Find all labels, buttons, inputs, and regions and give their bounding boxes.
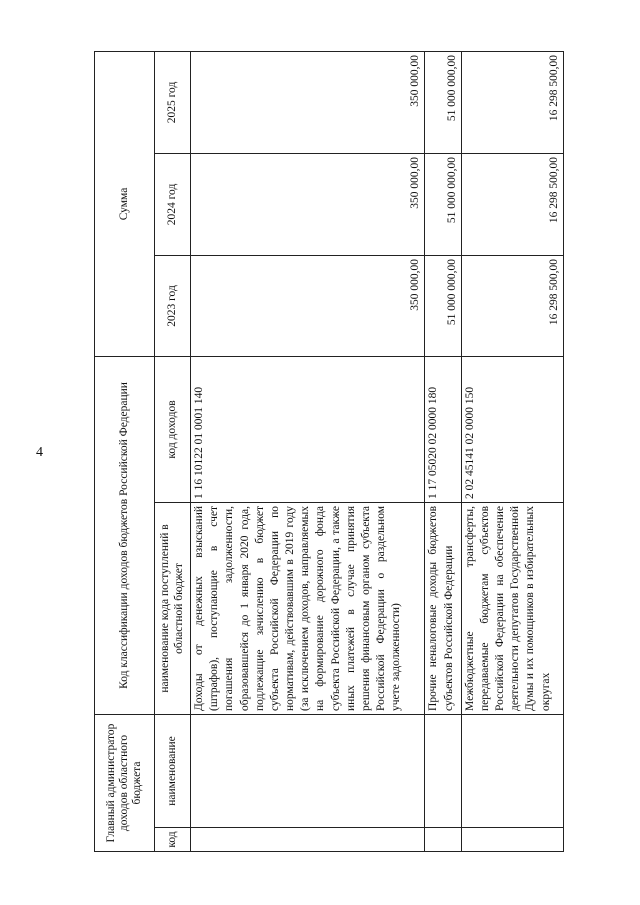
page-number: 4 <box>36 445 43 460</box>
table-row <box>461 51 563 851</box>
sum-2023-cell: 51 000 000,00 <box>425 255 461 356</box>
sum-2023-cell: 16 298 500,00 <box>461 255 563 356</box>
table-row <box>425 51 461 851</box>
year-2023-header: 2023 год <box>155 255 191 356</box>
admin-name-cell <box>461 714 563 827</box>
sum-2023-cell: 350 000,00 <box>191 255 425 356</box>
year-2024-header: 2024 год <box>155 153 191 255</box>
income-name-cell: Межбюджетные трансферты, передаваемые бюджетам субъектов Российской Федерации на обеспечение деятельности депутатов Государственной Думы и их помощников в избирательных округах <box>461 502 563 714</box>
budget-income-table <box>94 51 564 852</box>
income-code-header: код доходов <box>155 356 191 502</box>
admin-code-cell <box>425 828 461 852</box>
sum-2024-cell: 350 000,00 <box>191 153 425 255</box>
naimenovanie-header: наименование <box>155 714 191 827</box>
admin-name-cell <box>425 714 461 827</box>
kod-header: код <box>155 828 191 852</box>
sum-2025-cell: 350 000,00 <box>191 51 425 153</box>
sum-2024-cell: 51 000 000,00 <box>425 153 461 255</box>
income-code-cell: 1 16 10122 01 0001 140 <box>191 356 425 502</box>
admin-group-header: Главный администратор доходов областного бюджета <box>95 714 155 851</box>
admin-code-cell <box>191 828 425 852</box>
classification-group-header: Код классификации доходов бюджетов Российской Федерации <box>95 356 155 714</box>
rotated-table-wrapper <box>94 52 564 852</box>
income-name-cell: Прочие неналоговые доходы бюджетов субъектов Российской Федерации <box>425 502 461 714</box>
table-row <box>191 51 425 851</box>
sum-2024-cell: 16 298 500,00 <box>461 153 563 255</box>
sum-2025-cell: 16 298 500,00 <box>461 51 563 153</box>
admin-name-cell <box>191 714 425 827</box>
sum-group-header: Сумма <box>95 51 155 356</box>
year-2025-header: 2025 год <box>155 51 191 153</box>
sum-2025-cell: 51 000 000,00 <box>425 51 461 153</box>
income-code-cell: 2 02 45141 02 0000 150 <box>461 356 563 502</box>
income-name-cell: Доходы от денежных взысканий (штрафов), поступающие в счет погашения задолженности, образовавшейся до 1 января 2020 года, подлежащие зачислению в бюджет субъекта Российской Федерации по нормативам, действовавшим в 2019 году (за исключением доходов, направляемых на формирование дорожного фонда субъекта Российской Федерации, а также иных платежей в случае принятия решения финансовым органом субъекта Российской Федерации о раздельном учете задолженности) <box>191 502 425 714</box>
income-name-header: наименование кода поступлений в областной бюджет <box>155 502 191 714</box>
admin-code-cell <box>461 828 563 852</box>
income-code-cell: 1 17 05020 02 0000 180 <box>425 356 461 502</box>
